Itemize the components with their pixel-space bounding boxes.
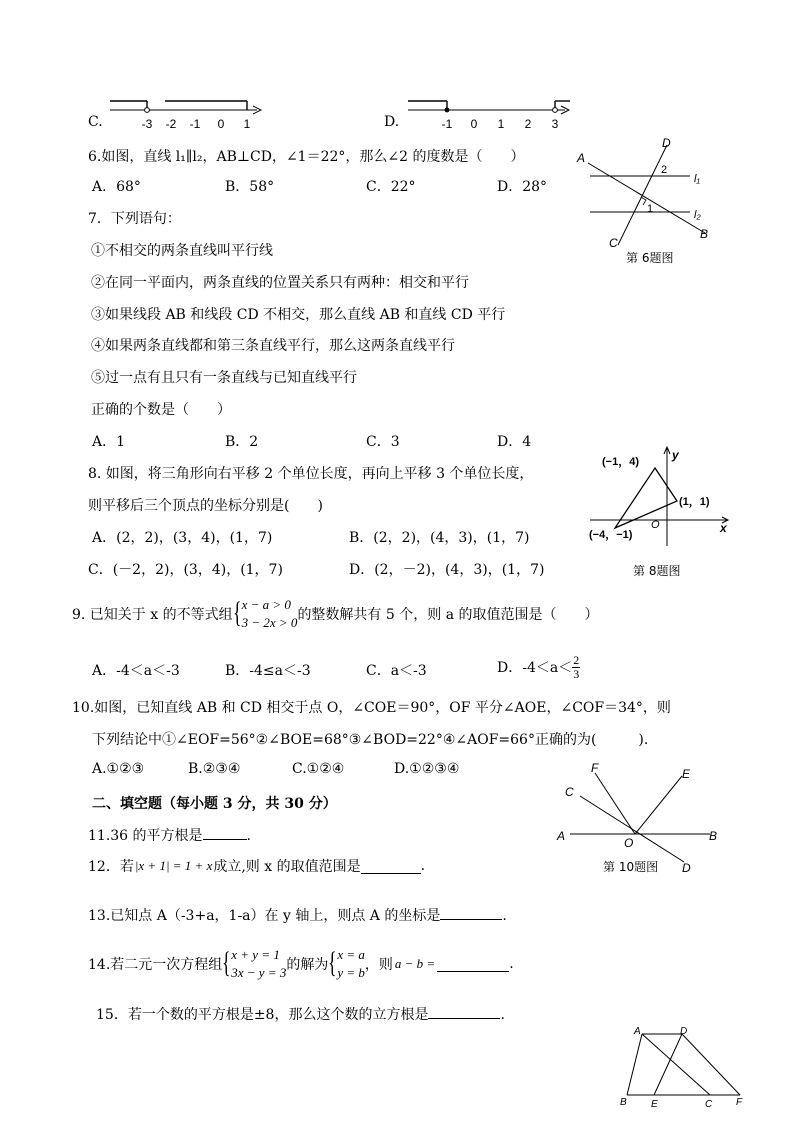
q9-frac-den: 3 bbox=[573, 666, 580, 681]
q9-option-d-fraction bbox=[572, 654, 580, 681]
q12-answer-blank[interactable] bbox=[361, 859, 421, 874]
q9-option-a: A．-4＜a＜-3 bbox=[92, 663, 180, 679]
q13-answer-blank[interactable] bbox=[440, 919, 502, 920]
q14-equation-system bbox=[222, 946, 286, 982]
q6-label-l1: l₁ bbox=[694, 173, 700, 185]
q9-stem bbox=[72, 593, 599, 635]
q7-stem: 7．下列语句： bbox=[88, 211, 181, 227]
q10-figure-caption: 第 10题图 bbox=[603, 860, 659, 874]
q5-d-tick: 1 bbox=[497, 117, 505, 131]
bottom-fig-label-d: D bbox=[680, 1026, 688, 1037]
q5-d-tick: 3 bbox=[551, 117, 559, 131]
q5-d-tick: -1 bbox=[441, 117, 453, 131]
section-2-heading: 二、填空题（每小题 3 分，共 30 分） bbox=[92, 796, 337, 812]
q14-stem-mid: 的解为 bbox=[286, 957, 329, 973]
q10-label-e: E bbox=[682, 767, 691, 781]
q9-frac-num: 2 bbox=[573, 652, 580, 667]
q7-ask: 正确的个数是（ ） bbox=[91, 402, 231, 418]
q9-stem-pre: 9. 已知关于 x 的不等式组 bbox=[72, 607, 233, 623]
q6-label-d: D bbox=[662, 136, 671, 150]
q10-label-f: F bbox=[591, 761, 599, 775]
q12-stem-post: 成立,则 x 的取值范围是 bbox=[213, 859, 361, 875]
q9-option-b: B．-4≤a＜-3 bbox=[225, 663, 311, 679]
q9-option-c: C．a＜-3 bbox=[366, 663, 427, 679]
q5-c-tick: -2 bbox=[165, 117, 177, 131]
q8-option-b: B．(2，2)，(4，3)，(1，7) bbox=[349, 530, 530, 546]
q14-equation-1: x + y = 1 bbox=[231, 947, 280, 962]
q7-item: ⑤过一点有且只有一条直线与已知直线平行 bbox=[91, 370, 357, 386]
q10-option-c: C.①②④ bbox=[292, 761, 345, 777]
q10-option-a: A.①②③ bbox=[92, 761, 145, 777]
q6-label-a: A bbox=[577, 151, 586, 165]
q5-number-line-c bbox=[105, 94, 270, 134]
q7-option-c: C．3 bbox=[366, 434, 400, 450]
q9-stem-post: 的整数解共有 5 个，则 a 的取值范围是（ ） bbox=[297, 607, 599, 623]
q7-option-d: D．4 bbox=[497, 434, 532, 450]
q10-stem-line2: 下列结论中①∠EOF=56°②∠BOE=68°③∠BOD=22°④∠AOF=66°正确的为( ). bbox=[92, 732, 649, 748]
q6-label-b: B bbox=[700, 227, 709, 241]
q6-label-angle-2: 2 bbox=[661, 164, 668, 176]
q8-stem-line1: 8. 如图，将三角形向右平移 2 个单位长度，再向上平移 3 个单位长度， bbox=[88, 466, 534, 482]
q13-stem: 13.已知点 A（-3+a，1-a）在 y 轴上，则点 A 的坐标是 bbox=[88, 908, 441, 924]
q13: 13.已知点 A（-3+a，1-a）在 y 轴上，则点 A 的坐标是 . bbox=[88, 908, 507, 924]
bottom-fig-label-b: B bbox=[620, 1097, 627, 1108]
q5-d-tick: 0 bbox=[470, 117, 478, 131]
q7-item: ③如果线段 AB 和线段 CD 不相交，那么直线 AB 和直线 CD 平行 bbox=[91, 307, 506, 323]
q14-expression: a − b = bbox=[394, 956, 436, 971]
q12: 12．若 |x + 1| = 1 + x 成立,则 x 的取值范围是 . bbox=[88, 858, 426, 875]
q5-c-tick: -3 bbox=[141, 117, 153, 131]
q14-solution-system bbox=[328, 946, 365, 982]
q7-option-a: A．1 bbox=[92, 434, 126, 450]
q8-figure bbox=[585, 442, 735, 552]
q11-answer-blank[interactable] bbox=[203, 839, 247, 840]
q10-label-d: D bbox=[682, 861, 691, 875]
q8-stem-line2: 则平移后三个顶点的坐标分别是( ) bbox=[88, 498, 323, 514]
q6-option-b: B．58° bbox=[225, 179, 275, 195]
q14-solution-2: y = b bbox=[337, 965, 365, 980]
q7-option-b: B．2 bbox=[225, 434, 259, 450]
q15-answer-blank[interactable] bbox=[428, 1018, 500, 1019]
q10-label-o: O bbox=[624, 836, 634, 850]
q9-option-d-text: D．-4＜a＜ bbox=[497, 660, 573, 676]
q6-label-c: C bbox=[609, 236, 618, 250]
q11: 11.36 的平方根是 . bbox=[88, 828, 251, 844]
q12-stem-pre: 12．若 bbox=[88, 859, 134, 875]
q8-label-left: (−4，−1) bbox=[589, 529, 633, 541]
q10-label-a: A bbox=[557, 829, 566, 843]
q10-option-d: D.①②③④ bbox=[394, 761, 460, 777]
q8-label-origin: O bbox=[651, 519, 660, 531]
q8-label-y: y bbox=[672, 448, 679, 462]
q10-option-b: B.②③④ bbox=[188, 761, 241, 777]
q8-option-a: A．(2，2)，(3，4)，(1，7) bbox=[92, 530, 273, 546]
q9-inequality-1: x − a > 0 bbox=[241, 597, 291, 612]
bottom-fig-label-c: C bbox=[705, 1099, 713, 1110]
q12-expression: |x + 1| = 1 + x bbox=[134, 858, 213, 873]
q8-figure-caption: 第 8题图 bbox=[633, 564, 681, 578]
q11-stem: 11.36 的平方根是 bbox=[88, 828, 203, 844]
q9-inequality-system bbox=[233, 596, 298, 632]
q5-d-tick: 2 bbox=[524, 117, 532, 131]
q8-option-d: D．(2，－2)，(4，3)，(1，7) bbox=[349, 562, 545, 578]
q8-label-x: x bbox=[720, 521, 727, 535]
q9-inequality-2: 3 − 2x > 0 bbox=[241, 615, 298, 630]
q5-option-c-label: C. bbox=[88, 114, 103, 130]
bottom-fig-label-e: E bbox=[651, 1099, 658, 1110]
q14: 14.若二元一次方程组 { x + y = 1 3x − y = 3 的解为 { x = a y = b ，则 a − b = . bbox=[88, 946, 514, 980]
q6-option-c: C．22° bbox=[366, 179, 416, 195]
bottom-figure bbox=[612, 1024, 752, 1114]
bottom-fig-label-a: A bbox=[634, 1026, 641, 1037]
q6-label-l2: l₂ bbox=[694, 209, 701, 221]
q7-item: ②在同一平面内，两条直线的位置关系只有两种：相交和平行 bbox=[91, 275, 469, 291]
q6-figure-caption: 第 6题图 bbox=[626, 251, 674, 265]
q15-stem: 15．若一个数的平方根是±8，那么这个数的立方根是 bbox=[96, 1007, 429, 1023]
q10-stem-line1: 10.如图，已知直线 AB 和 CD 相交于点 O，∠COE＝90°，OF 平分∠AOE，∠COF＝34°，则 bbox=[72, 700, 671, 716]
q10-label-b: B bbox=[709, 829, 718, 843]
q10-label-c: C bbox=[565, 785, 574, 799]
q7-item: ④如果两条直线都和第三条直线平行，那么这两条直线平行 bbox=[91, 338, 455, 354]
q8-option-c: C．(－2，2)，(3，4)，(1，7) bbox=[88, 562, 283, 578]
q14-equation-2: 3x − y = 3 bbox=[231, 965, 287, 980]
q14-answer-blank[interactable] bbox=[437, 957, 509, 972]
q6-stem: 6.如图，直线 l₁∥l₂，AB⊥CD，∠1＝22°，那么∠2 的度数是（ ） bbox=[88, 149, 525, 165]
q5-c-tick: 0 bbox=[217, 117, 225, 131]
q5-c-tick: 1 bbox=[243, 117, 251, 131]
q14-brace: { bbox=[222, 946, 231, 979]
q5-option-d-label: D. bbox=[384, 114, 400, 130]
q9-option-d bbox=[497, 652, 580, 682]
q14-solution-1: x = a bbox=[337, 947, 365, 962]
q8-label-right: (1，1) bbox=[679, 496, 710, 508]
q14-stem-post: ，则 bbox=[364, 957, 393, 973]
q6-option-d: D．28° bbox=[497, 179, 548, 195]
q5-number-line-d bbox=[405, 94, 575, 134]
q6-label-angle-1: 1 bbox=[647, 203, 654, 215]
q9-brace: { bbox=[232, 596, 242, 629]
q7-item: ①不相交的两条直线叫平行线 bbox=[91, 243, 273, 259]
q5-c-tick: -1 bbox=[189, 117, 201, 131]
q14-brace-2: { bbox=[328, 946, 338, 979]
q8-label-top: (−1，4) bbox=[602, 456, 639, 468]
q6-option-a: A．68° bbox=[92, 179, 141, 195]
bottom-fig-label-f: F bbox=[736, 1097, 743, 1108]
q14-stem-pre: 14.若二元一次方程组 bbox=[88, 957, 223, 973]
q15: 15．若一个数的平方根是±8，那么这个数的立方根是 . bbox=[96, 1007, 505, 1023]
